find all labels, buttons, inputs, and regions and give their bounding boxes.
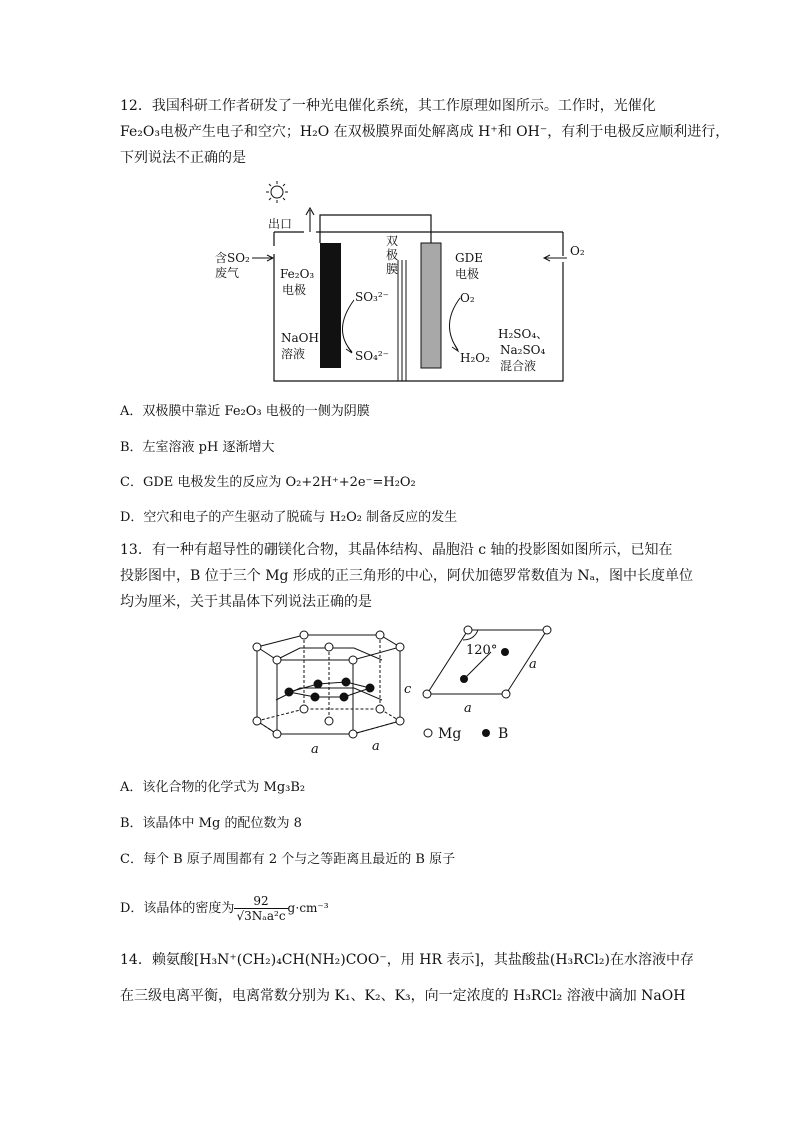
- q12-option-d: D．空穴和电子的产生驱动了脱硫与 H₂O₂ 制备反应的发生: [120, 510, 458, 525]
- q13-option-d: [120, 888, 329, 929]
- axis-c-label: c: [404, 682, 412, 697]
- density-numerator: 92: [234, 894, 287, 909]
- q13-stem-line-2: 投影图中，B 位于三个 Mg 形成的正三角形的中心，阿伏加德罗常数值为 Nₐ，图中长度单位: [120, 568, 694, 584]
- inlet-label-1: 含SO₂: [215, 251, 250, 265]
- q12-option-b: B．左室溶液 pH 逐渐增大: [120, 440, 275, 455]
- sun-icon: [266, 181, 288, 203]
- axis-a-bottom-label: a: [311, 742, 319, 757]
- legend-b-marker: [482, 729, 490, 737]
- q13-option-c: C．每个 B 原子周围都有 2 个与之等距离且最近的 B 原子: [120, 852, 456, 867]
- fe2o3-electrode: [320, 243, 341, 368]
- legend: [424, 726, 508, 742]
- inlet-label-2: 废气: [215, 266, 240, 280]
- axis-a-side-label: a: [372, 739, 380, 754]
- q13-stem-line-1: 13．有一种有超导性的硼镁化合物，其晶体结构、晶胞沿 c 轴的投影图如图所示，已知在: [120, 542, 673, 558]
- q13-option-d-prefix: D．该晶体的密度为: [120, 901, 235, 916]
- naoh-label-2: 溶液: [281, 347, 306, 361]
- legend-mg-marker: [424, 729, 432, 737]
- o2-inlet-label: O₂: [570, 244, 585, 258]
- right-solution-label-2: Na₂SO₄: [500, 343, 546, 357]
- crystal-structure-diagram: [0, 610, 800, 770]
- outlet-arrow: [306, 208, 314, 232]
- q13-option-a: A．该化合物的化学式为 Mg₃B₂: [120, 780, 306, 795]
- gde-label-1: GDE: [455, 251, 483, 265]
- q12-option-a: A．双极膜中靠近 Fe₂O₃ 电极的一侧为阴膜: [120, 404, 370, 419]
- o2-label: O₂: [460, 291, 475, 305]
- so3-label: SO₃²⁻: [355, 290, 390, 304]
- q12-stem-line-2: Fe₂O₃电极产生电子和空穴；H₂O 在双极膜界面处解离成 H⁺和 OH⁻，有利于电极反应顺利进行，: [120, 124, 730, 140]
- gde-electrode: [421, 243, 441, 368]
- sulfite-oxidation-arrow: [342, 300, 354, 352]
- q12-option-c: C．GDE 电极发生的反应为 O₂+2H⁺+2e⁻=H₂O₂: [120, 475, 416, 490]
- angle-label: 120°: [466, 643, 498, 658]
- fe2o3-label-1: Fe₂O₃: [280, 267, 315, 281]
- membrane-label-3: 膜: [386, 262, 399, 276]
- membrane-label-2: 极: [386, 248, 399, 262]
- q12-stem-line-1: 12．我国科研工作者研发了一种光电催化系统，其工作原理如图所示。工作时，光催化: [120, 98, 656, 114]
- so4-label: SO₄²⁻: [355, 349, 390, 363]
- h2o2-label: H₂O₂: [460, 351, 490, 365]
- projection-a-right-label: a: [529, 657, 537, 672]
- oxygen-reduction-arrow: [449, 298, 460, 350]
- naoh-label-1: NaOH: [281, 331, 319, 345]
- q13-stem-line-3: 均为厘米，关于其晶体下列说法正确的是: [120, 594, 372, 610]
- gde-label-2: 电极: [455, 267, 480, 281]
- outlet-label: 出口: [268, 217, 293, 231]
- fe2o3-label-2: 电极: [282, 283, 307, 297]
- right-solution-label-3: 混合液: [500, 359, 537, 373]
- q13-option-b: B．该晶体中 Mg 的配位数为 8: [120, 816, 302, 831]
- projection-a-bottom-label: a: [464, 701, 472, 716]
- q14-stem-line-2: 在三级电离平衡，电离常数分别为 K₁、K₂、K₃，向一定浓度的 H₃RCl₂ 溶液中滴加 NaOH: [120, 988, 686, 1004]
- external-wire: [320, 215, 431, 243]
- density-unit: g⋅cm⁻³: [287, 901, 329, 915]
- density-denominator: √3Nₐa²c: [236, 909, 286, 923]
- density-fraction: [234, 894, 287, 923]
- q12-stem-line-3: 下列说法不正确的是: [120, 150, 246, 166]
- legend-mg-label: Mg: [438, 726, 462, 742]
- membrane-label-1: 双: [386, 234, 399, 248]
- so2-inlet-arrow: [252, 255, 273, 261]
- electrolysis-cell-diagram: [0, 0, 800, 400]
- right-solution-label-1: H₂SO₄、: [498, 327, 549, 341]
- legend-b-label: B: [498, 726, 509, 742]
- bipolar-membrane: [398, 260, 406, 381]
- q14-stem-line-1: 14．赖氨酸[H₃N⁺(CH₂)₄CH(NH₂)COO⁻，用 HR 表示]，其盐酸盐(H₃RCl₂)在水溶液中存: [120, 952, 694, 968]
